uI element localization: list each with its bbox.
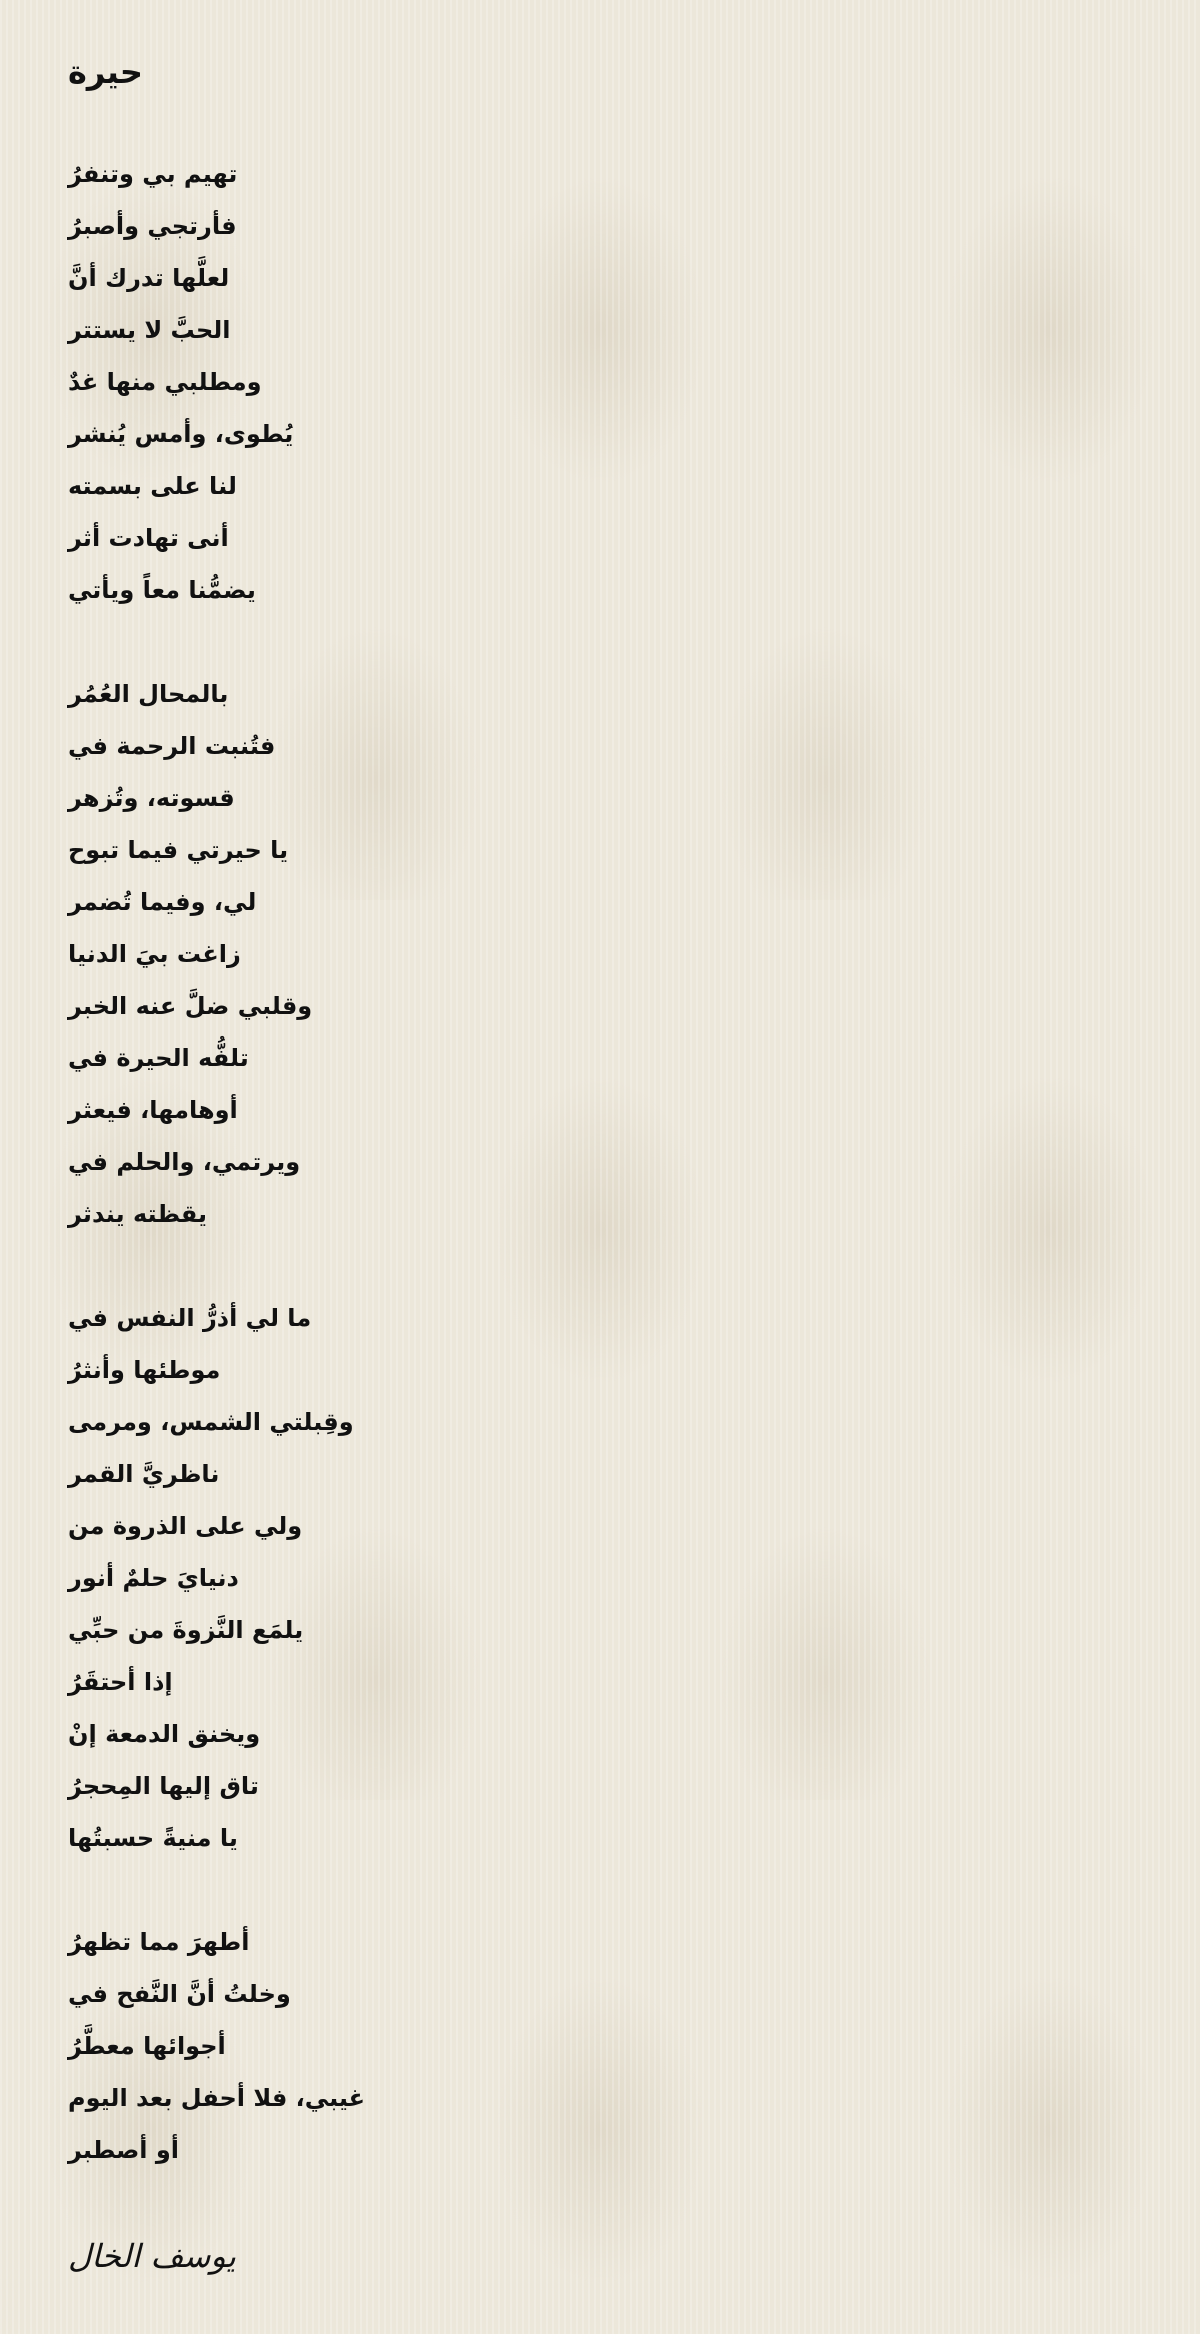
poem-line: ناظريَّ القمر	[68, 1460, 220, 1488]
stanza-3	[68, 1292, 588, 1864]
poem-line: وقلبي ضلَّ عنه الخبر	[68, 992, 313, 1020]
poem-title: حيرة	[68, 53, 143, 91]
poem-line: يُطوى، وأمس يُنشر	[68, 420, 294, 448]
poem-line: لعلَّها تدرك أنَّ	[68, 264, 230, 292]
poem-line: ومطلبي منها غدٌ	[68, 368, 262, 396]
poem-line: وقِبلتي الشمس، ومرمى	[68, 1408, 354, 1436]
poem-line: يضمُّنا معاً ويأتي	[68, 576, 256, 604]
poem-line: تلفُّه الحيرة في	[68, 1044, 249, 1072]
poem-line: أطهرَ مما تظهرُ	[68, 1928, 250, 1956]
poem-line: أنى تهادت أثر	[68, 524, 229, 552]
poem-body	[68, 148, 588, 2228]
poem-line: أجوائها معطَّرُ	[68, 2032, 226, 2060]
stanza-2	[68, 668, 588, 1240]
poem-line: يا منيةً حسبتُها	[68, 1824, 238, 1852]
poem-line: غيبي، فلا أحفل بعد اليوم	[68, 2084, 366, 2112]
poem-line: دنيايَ حلمٌ أنور	[68, 1564, 239, 1592]
poem-line: وخلتُ أنَّ النَّفح في	[68, 1980, 291, 2008]
poem-line: قسوته، وتُزهر	[68, 784, 235, 812]
poem-line: فأرتجي وأصبرُ	[68, 212, 237, 240]
poem-line: بالمحال العُمُر	[68, 680, 229, 708]
poem-line: ما لي أذرُّ النفس في	[68, 1304, 312, 1332]
poem-line: تهيم بي وتنفرُ	[68, 160, 238, 188]
poem-line: ويرتمي، والحلم في	[68, 1148, 301, 1176]
poem-line: يقظته يندثر	[68, 1200, 207, 1228]
poem-line: أوهامها، فيعثر	[68, 1096, 238, 1124]
poem-line: إذا أحتقَرُ	[68, 1668, 173, 1696]
poem-line: أو أصطبر	[68, 2136, 180, 2164]
stanza-4	[68, 1916, 588, 2176]
poem-line: تاق إليها المِحجرُ	[68, 1772, 259, 1800]
poem-line: يلمَع النَّزوةَ من حبِّي	[68, 1616, 304, 1644]
poem-line: لي، وفيما تُضمر	[68, 888, 257, 916]
poem-line: موطئها وأنثرُ	[68, 1356, 221, 1384]
poem-line: فتُنبت الرحمة في	[68, 732, 276, 760]
poem-line: ويخنق الدمعة إنْ	[68, 1720, 261, 1748]
poem-line: يا حيرتي فيما تبوح	[68, 836, 289, 864]
poem-author: يوسف الخال	[68, 2237, 236, 2275]
stanza-1	[68, 148, 588, 616]
poem-line: الحبَّ لا يستتر	[68, 316, 231, 344]
poem-line: زاغت بيَ الدنيا	[68, 940, 241, 968]
poem-line: لنا على بسمته	[68, 472, 237, 500]
poem-line: ولي على الذروة من	[68, 1512, 303, 1540]
